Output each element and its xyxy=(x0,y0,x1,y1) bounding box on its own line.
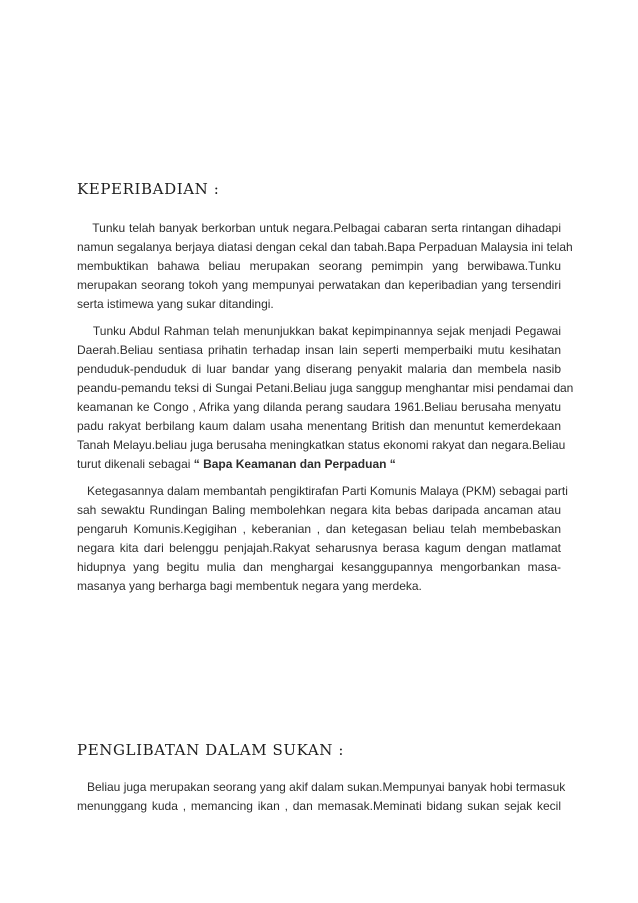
section-title-keperibadian: KEPERIBADIAN : xyxy=(77,180,220,198)
text-line: peandu-pemandu teksi di Sungai Petani.Beliau juga sanggup menghantar misi pendamai dan xyxy=(77,381,574,395)
text-line: Daerah.Beliau sentiasa prihatin terhadap insan lain seperti memperbaiki mutu kesihatan xyxy=(77,343,561,357)
text-line: membuktikan bahawa beliau merupakan seorang pemimpin yang berwibawa.Tunku xyxy=(77,259,561,273)
text-segment: turut dikenali sebagai xyxy=(77,457,194,471)
section-title-penglibatan-dalam-sukan: PENGLIBATAN DALAM SUKAN : xyxy=(77,741,345,759)
text-line: keamanan ke Congo , Afrika yang dilanda perang saudara 1961.Beliau berusaha menyatu xyxy=(77,400,561,414)
text-line: merupakan seorang tokoh yang mempunyai perwatakan dan keperibadian yang tersendiri xyxy=(77,278,561,292)
title-epithet: “ Bapa Keamanan dan Perpaduan “ xyxy=(193,457,396,471)
text-line: Tunku Abdul Rahman telah menunjukkan bakat kepimpinannya sejak menjadi Pegawai xyxy=(77,324,561,338)
paragraph-keperibadian-3 xyxy=(77,482,568,596)
paragraph-keperibadian-2 xyxy=(77,322,574,474)
text-line: Tanah Melayu.beliau juga berusaha meningkatkan status ekonomi rakyat dan negara.Beliau xyxy=(77,438,566,452)
text-line: Ketegasannya dalam membantah pengiktirafan Parti Komunis Malaya (PKM) sebagai parti xyxy=(77,484,568,498)
text-line: serta istimewa yang sukar ditandingi. xyxy=(77,297,274,311)
text-line: negara kita dari belenggu penjajah.Rakyat seharusnya berasa kagum dengan matlamat xyxy=(77,541,561,555)
paragraph-sukan-1 xyxy=(77,778,566,816)
text-line: Tunku telah banyak berkorban untuk negara.Pelbagai cabaran serta rintangan dihadapi xyxy=(77,221,561,235)
text-line xyxy=(77,455,561,474)
text-line: Beliau juga merupakan seorang yang akif dalam sukan.Mempunyai banyak hobi termasuk xyxy=(77,780,566,794)
text-line: hidupnya yang begitu mulia dan menghargai kesanggupannya mengorbankan masa- xyxy=(77,560,561,574)
text-line: penduduk-penduduk di luar bandar yang diserang penyakit malaria dan membela nasib xyxy=(77,362,561,376)
text-line: sah sewaktu Rundingan Baling membolehkan negara kita bebas daripada ancaman atau xyxy=(77,503,561,517)
paragraph-keperibadian-1 xyxy=(77,219,573,314)
text-line: menunggang kuda , memancing ikan , dan memasak.Meminati bidang sukan sejak kecil xyxy=(77,799,561,813)
text-line: padu rakyat berbilang kaum dalam usaha menentang British dan menuntut kemerdekaan xyxy=(77,419,561,433)
text-line: pengaruh Komunis.Kegigihan , keberanian , dan ketegasan beliau telah membebaskan xyxy=(77,522,561,536)
text-line: namun segalanya berjaya diatasi dengan cekal dan tabah.Bapa Perpaduan Malaysia ini telah xyxy=(77,240,573,254)
text-line: masanya yang berharga bagi membentuk negara yang merdeka. xyxy=(77,579,422,593)
